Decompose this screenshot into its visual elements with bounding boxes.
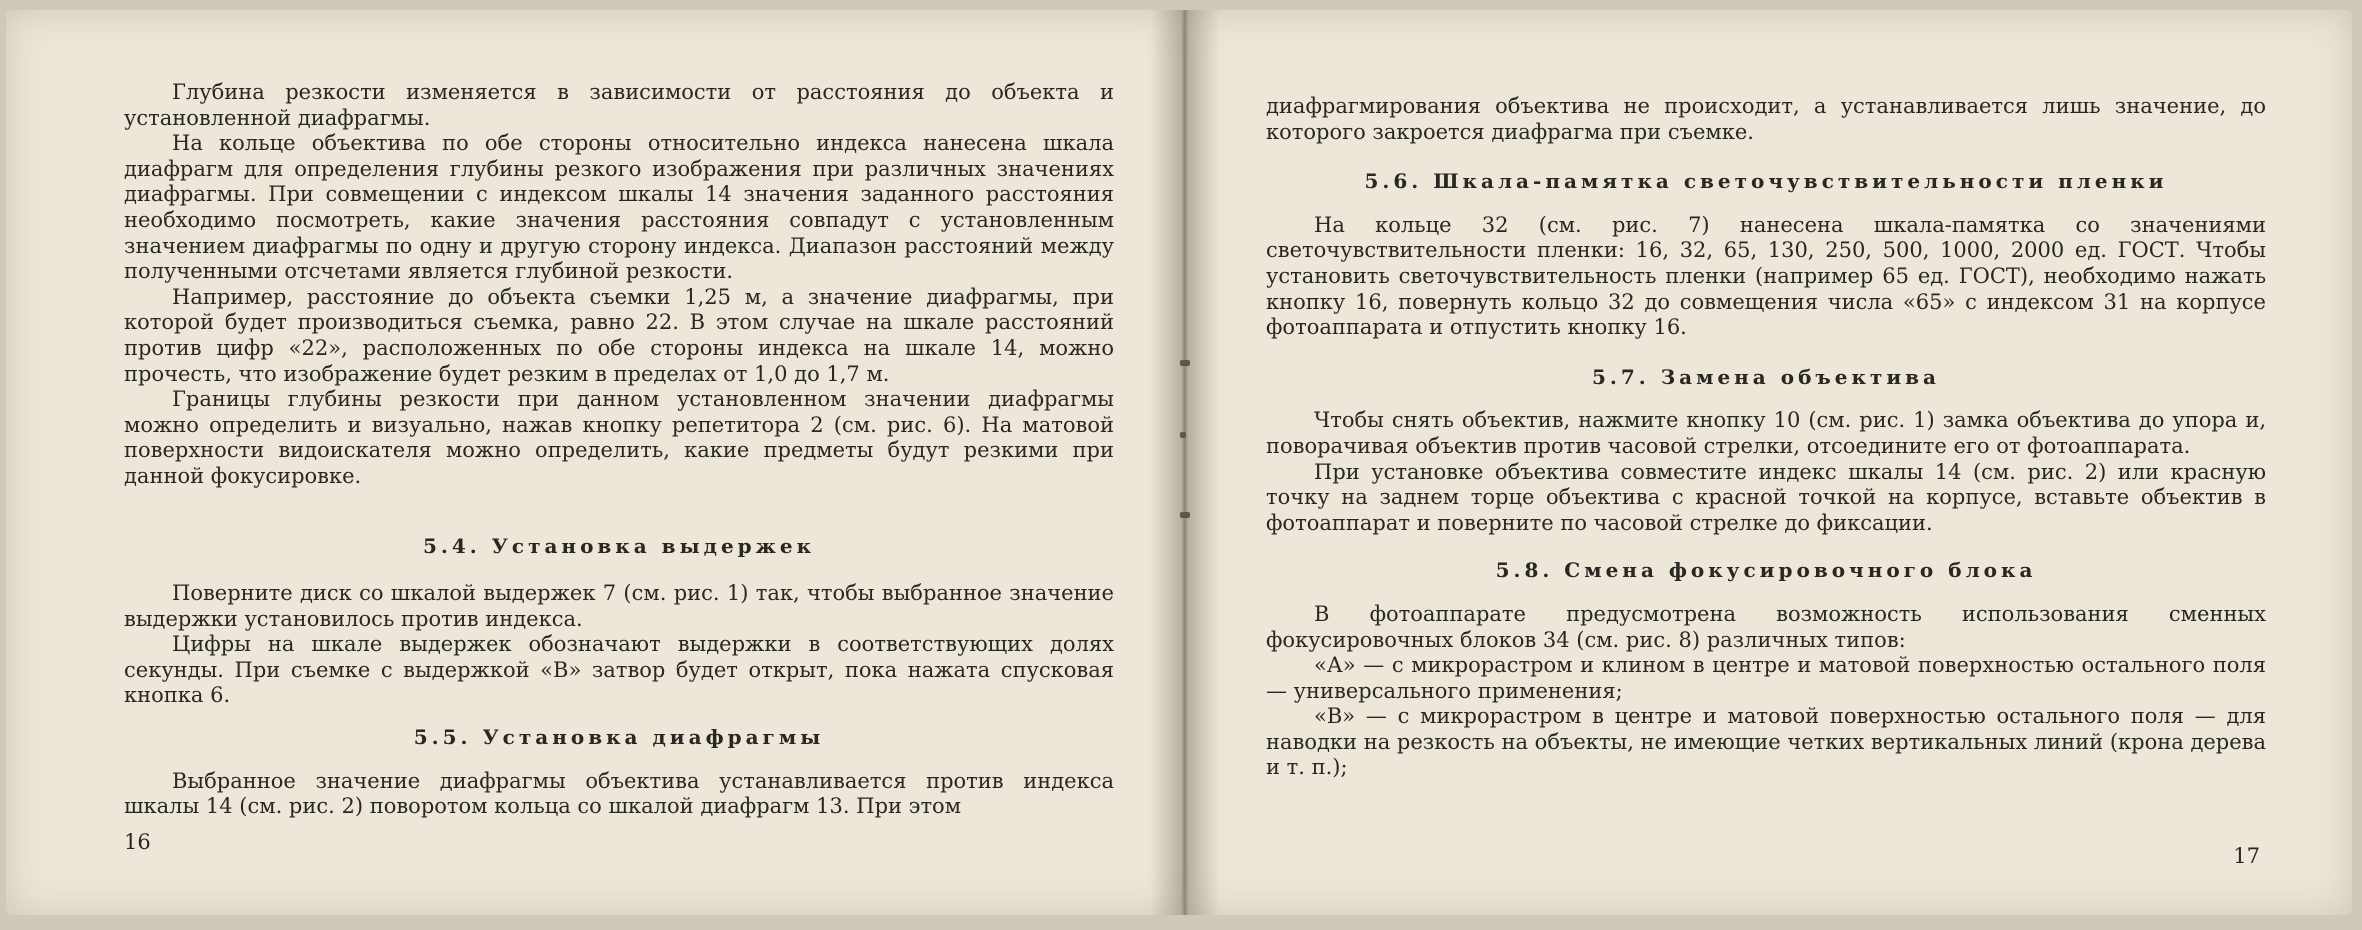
paragraph: «А» — с микрорастром и клином в центре и матовой поверхностью остального поля — универсального применения; bbox=[1266, 653, 2266, 703]
staple-hole bbox=[1180, 360, 1190, 366]
right-page bbox=[1186, 10, 2352, 915]
section-heading-5-8: 5.8. Смена фокусировочного блока bbox=[1495, 558, 2037, 583]
paragraph: Поверните диск со шкалой выдержек 7 (см. рис. 1) так, чтобы выбранное значение выдержки установилось против индекса. bbox=[124, 581, 1114, 631]
paragraph: Границы глубины резкости при данном установленном значении диафрагмы можно определить и визуально, нажав кнопку репетитора 2 (см. рис. 6). На матовой поверхности видоискателя можно определить, какие предметы будут резкими при данной фокусировке. bbox=[124, 387, 1114, 488]
paragraph: Например, расстояние до объекта съемки 1,25 м, а значение диафрагмы, при которой будет производиться съемка, равно 22. В этом случае на шкале расстояний против цифр «22», расположенных по обе стороны индекса на шкале 14, можно прочесть, что изображение будет резким в пределах от 1,0 до 1,7 м. bbox=[124, 284, 1114, 386]
section-heading-5-7: 5.7. Замена объектива bbox=[1591, 364, 1941, 389]
paragraph: На кольце 32 (см. рис. 7) нанесена шкала-памятка со значениями светочувствительности пленки: 16, 32, 65, 130, 250, 500, 1000, 2000 ед. ГОСТ. Чтобы установить светочувствительность пленки (например 65 ед. ГОСТ), необходимо нажать кнопку 16, повернуть кольцо 32 до совмещения числа «65» с индексом 31 на корпусе фотоаппарата и отпустить кнопку 16. bbox=[1266, 212, 2266, 340]
section-heading-5-4: 5.4. Установка выдержек bbox=[422, 533, 816, 558]
paragraph: «В» — с микрорастром в центре и матовой поверхностью остального поля — для наводки на резкость на объекты, не имеющие четких вертикальных линий (крона дерева и т. п.); bbox=[1266, 704, 2267, 780]
page-number-right: 17 bbox=[2233, 844, 2260, 868]
paragraph: Глубина резкости изменяется в зависимости от расстояния до объекта и установленной диафрагмы. bbox=[124, 80, 1114, 130]
paragraph: На кольце объектива по обе стороны относительно индекса нанесена шкала диафрагм для определения глубины резкого изображения при различных значениях диафрагмы. При совмещении с индексом шкалы 14 значения заданного расстояния необходимо посмотреть, какие значения расстояния совпадут с установленным значением диафрагмы по одну и другую сторону индекса. Диапазон расстояний между полученными отсчетами является глубиной резкости. bbox=[124, 131, 1114, 284]
section-heading-5-5: 5.5. Установка диафрагмы bbox=[413, 725, 825, 750]
staple-hole bbox=[1180, 432, 1186, 438]
page-number-left: 16 bbox=[124, 830, 151, 854]
paragraph: Выбранное значение диафрагмы объектива устанавливается против индекса шкалы 14 (см. рис. 2) поворотом кольца со шкалой диафрагм 13. При этом bbox=[124, 768, 1114, 819]
paragraph: Цифры на шкале выдержек обозначают выдержки в соответствующих долях секунды. При съемке с выдержкой «В» затвор будет открыт, пока нажата спусковая кнопка 6. bbox=[124, 632, 1114, 708]
paragraph: В фотоаппарате предусмотрена возможность использования сменных фокусировочных блоков 34 (см. рис. 8) различных типов: bbox=[1266, 601, 2266, 652]
paragraph: Чтобы снять объектив, нажмите кнопку 10 (см. рис. 1) замка объектива до упора и, поворачивая объектив против часовой стрелки, отсоедините его от фотоаппарата. bbox=[1266, 408, 2266, 458]
paragraph: При установке объектива совместите индекс шкалы 14 (см. рис. 2) или красную точку на заднем торце объектива с красной точкой на корпусе, вставьте объектив в фотоаппарат и поверните по часовой стрелке до фиксации. bbox=[1266, 459, 2266, 535]
left-page bbox=[6, 10, 1182, 915]
left-text-column bbox=[124, 80, 1114, 820]
staple-hole bbox=[1180, 512, 1190, 518]
section-heading-5-6: 5.6. Шкала-памятка светочувствительности пленки bbox=[1364, 169, 2168, 194]
book-gutter bbox=[1150, 10, 1220, 915]
right-text-column bbox=[1266, 94, 2266, 781]
paragraph: диафрагмирования объектива не происходит, а устанавливается лишь значение, до которого закроется диафрагма при съемке. bbox=[1266, 94, 2266, 144]
